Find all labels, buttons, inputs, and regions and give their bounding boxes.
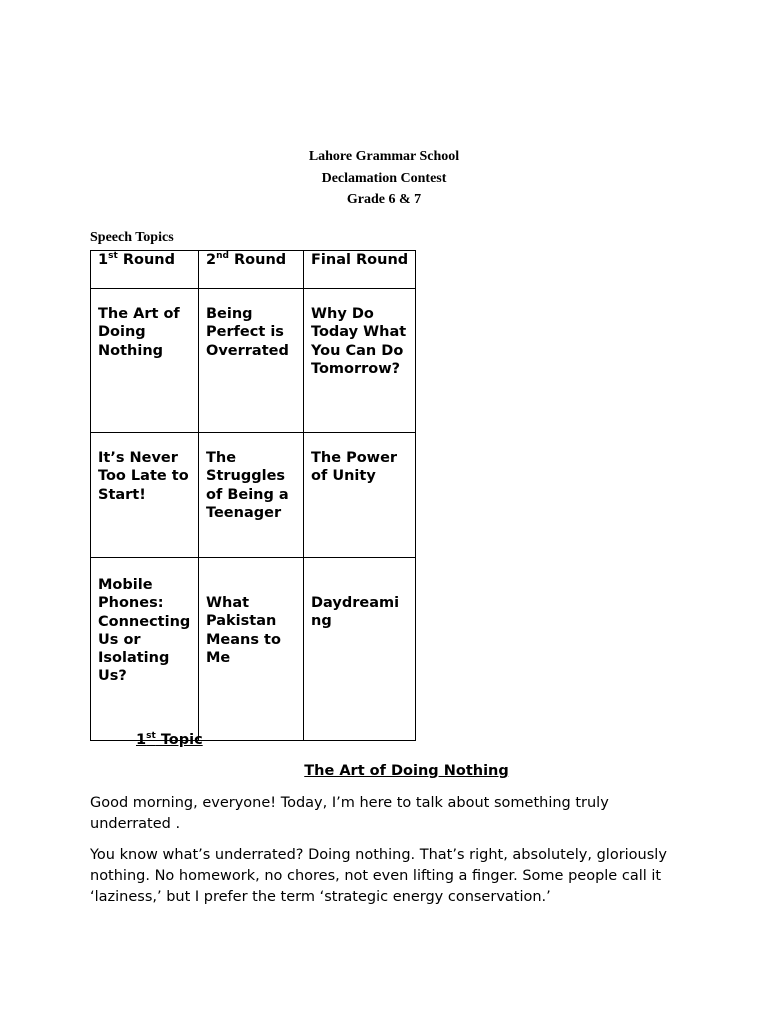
table-cell: The Art of Doing Nothing — [91, 289, 199, 433]
speech-paragraph: Good morning, everyone! Today, I’m here to talk about something truly underrated . — [90, 795, 609, 832]
topic-number-heading: 1st Topic — [136, 731, 203, 748]
event-title: Declamation Contest — [321, 170, 447, 186]
table-cell: Being Perfect is Overrated — [199, 289, 304, 433]
table-row — [91, 433, 416, 558]
table-cell: The Power of Unity — [304, 433, 416, 558]
header-cell-round-1: 1st Round — [91, 251, 199, 289]
header-cell-round-2: 2nd Round — [199, 251, 304, 289]
speech-paragraph: You know what’s underrated? Doing nothing. That’s right, absolutely, gloriously nothing. No homework, no chores, not even lifting a finger. Some people call it ‘laziness,’ but I prefer the term ‘strategic energy conservation.’ — [90, 847, 667, 905]
header-cell-final-round: Final Round — [304, 251, 416, 289]
table-cell: Mobile Phones: Connecting Us or Isolating Us? — [91, 558, 199, 741]
speech-title: The Art of Doing Nothing — [304, 763, 509, 779]
document-header — [0, 146, 768, 211]
table-cell: The Struggles of Being a Teenager — [199, 433, 304, 558]
grade-line: Grade 6 & 7 — [346, 192, 422, 207]
speech-topics-label: Speech Topics — [90, 230, 174, 245]
speech-topics-table — [90, 250, 416, 741]
table-row — [91, 558, 416, 741]
school-name: Lahore Grammar School — [308, 149, 460, 164]
table-cell: What Pakistan Means to Me — [199, 558, 304, 741]
table-cell: Daydreaming — [304, 558, 416, 741]
table-cell: Why Do Today What You Can Do Tomorrow? — [304, 289, 416, 433]
table-header-row — [91, 251, 416, 289]
table-row — [91, 289, 416, 433]
table-cell: It’s Never Too Late to Start! — [91, 433, 199, 558]
